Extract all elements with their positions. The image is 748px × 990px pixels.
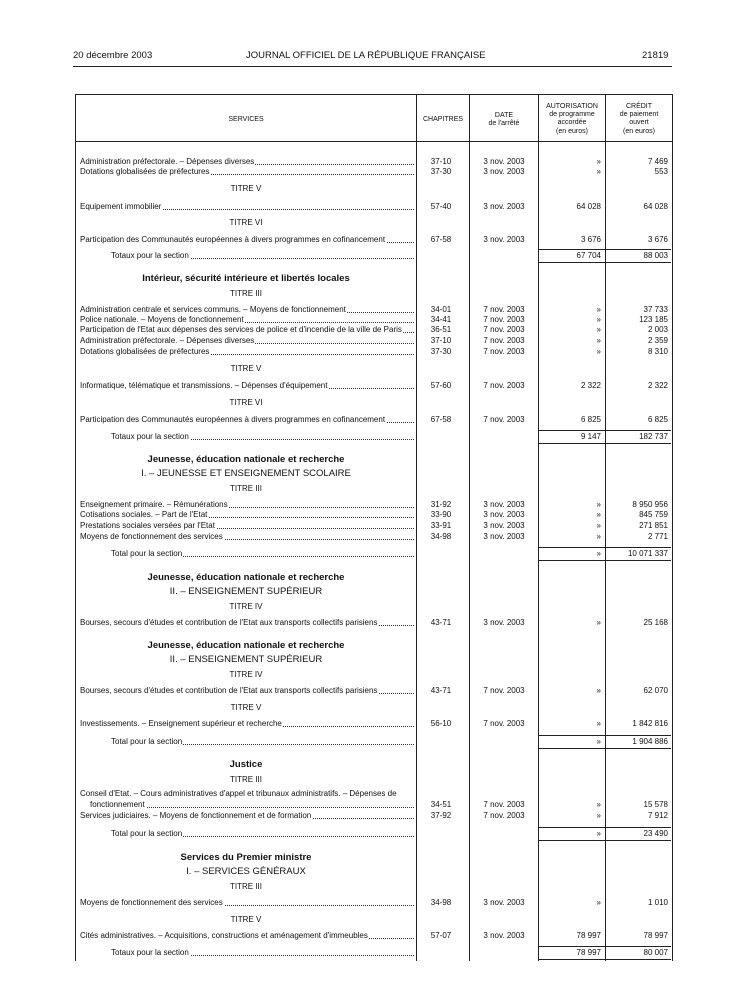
header-rule	[73, 66, 672, 67]
header-separator	[76, 141, 672, 142]
section-heading: Services du Premier ministre	[180, 852, 312, 863]
table-row: Moyens de fonctionnement des services 34-98 3 nov. 2003 » 1 010	[80, 898, 668, 907]
titre-heading: TITRE V	[230, 364, 262, 373]
table-row: Participation des Communautés européennes à divers programmes en cofinancement 67-58 3 nov. 2003 3 676 3 676	[80, 235, 668, 244]
titre-heading: TITRE IV	[229, 602, 263, 611]
titre-heading: TITRE III	[230, 484, 262, 493]
header-journal-title: JOURNAL OFFICIEL DE LA RÉPUBLIQUE FRANÇAISE	[246, 50, 486, 61]
total-row: Totaux pour la section 67 704 88 003	[111, 251, 668, 260]
row-label-line: Conseil d'Etat. – Cours administratives d'appel et tribunaux administratifs. – Dépenses de	[80, 789, 397, 798]
credits-table	[75, 94, 673, 961]
section-subheading: I. – SERVICES GÉNÉRAUX	[186, 866, 306, 877]
section-heading: Intérieur, sécurité intérieure et libertés locales	[142, 273, 350, 284]
table-row: Enseignement primaire. – Rémunérations 31-92 3 nov. 2003 » 8 950 956	[80, 500, 668, 509]
table-row: Administration préfectorale. – Dépenses diverses 37-10 3 nov. 2003 » 7 469	[80, 157, 668, 166]
titre-heading: TITRE VI	[229, 218, 263, 227]
table-row: Bourses, secours d'études et contribution de l'Etat aux transports collectifs parisiens 43-71 7 nov. 2003 » 62 070	[80, 686, 668, 695]
col-header-services: SERVICES	[228, 116, 264, 123]
section-subheading: I. – JEUNESSE ET ENSEIGNEMENT SCOLAIRE	[141, 468, 351, 479]
table-row: Police nationale. – Moyens de fonctionnement 34-41 7 nov. 2003 » 123 185	[80, 315, 668, 324]
table-row: Cités administratives. – Acquisitions, constructions et aménagement d'immeubles 57-07 3 nov. 2003 78 997 78 997	[80, 931, 668, 940]
table-row: Equipement immobilier 57-40 3 nov. 2003 64 028 64 028	[80, 202, 668, 211]
titre-heading: TITRE V	[230, 915, 262, 924]
table-row: Informatique, télématique et transmissions. – Dépenses d'équipement 57-60 7 nov. 2003 2 322 2 322	[80, 381, 668, 390]
table-row: Moyens de fonctionnement des services 34-98 3 nov. 2003 » 2 771	[80, 532, 668, 541]
table-row: Prestations sociales versées par l'Etat 33-91 3 nov. 2003 » 271 851	[80, 521, 668, 530]
col-header-credit: CRÉDIT de paiement ouvert (en euros)	[619, 103, 659, 135]
total-row: Totaux pour la section 78 997 80 007	[111, 948, 668, 957]
titre-heading: TITRE III	[230, 775, 262, 784]
section-subheading: II. – ENSEIGNEMENT SUPÉRIEUR	[169, 654, 323, 665]
titre-heading: TITRE V	[230, 703, 262, 712]
table-row: Dotations globalisées de préfectures 37-30 7 nov. 2003 » 8 310	[80, 347, 668, 356]
table-row: Dotations globalisées de préfectures 37-30 3 nov. 2003 » 553	[80, 167, 668, 176]
total-row: Total pour la section » 1 904 886	[111, 737, 668, 746]
total-row: Total pour la section » 23 490	[111, 829, 668, 838]
table-row: Cotisations sociales. – Part de l'Etat 33-90 3 nov. 2003 » 845 759	[80, 510, 668, 519]
table-row: Services judiciaires. – Moyens de fonctionnement et de formation 37-92 7 nov. 2003 » 7 912	[80, 811, 668, 820]
titre-heading: TITRE III	[230, 289, 262, 298]
section-heading: Justice	[229, 759, 263, 770]
section-heading: Jeunesse, éducation nationale et recherche	[147, 572, 345, 583]
table-row: Bourses, secours d'études et contribution de l'Etat aux transports collectifs parisiens 43-71 3 nov. 2003 » 25 168	[80, 618, 668, 627]
table-row: Investissements. – Enseignement supérieur et recherche 56-10 7 nov. 2003 » 1 842 816	[80, 719, 668, 728]
total-row: Totaux pour la section 9 147 182 737	[111, 432, 668, 441]
titre-heading: TITRE III	[230, 882, 262, 891]
titre-heading: TITRE VI	[229, 398, 263, 407]
col-header-chapitres: CHAPITRES	[422, 116, 464, 123]
titre-heading: TITRE IV	[229, 670, 263, 679]
header-date: 20 décembre 2003	[73, 50, 153, 61]
col-header-autorisation: AUTORISATION de programme accordée (en euros)	[546, 103, 598, 135]
total-row: Total pour la section » 10 071 337	[111, 549, 668, 558]
section-heading: Jeunesse, éducation nationale et recherche	[147, 454, 345, 465]
table-row: Participation de l'Etat aux dépenses des services de police et d'incendie de la ville de Paris 36-51 7 nov. 2003 » 2 003	[80, 325, 668, 334]
titre-heading: TITRE V	[230, 184, 262, 193]
col-header-date: DATE de l'arrêté	[488, 112, 520, 128]
table-row: Administration centrale et services communs. – Moyens de fonctionnement 34-01 7 nov. 2003 » 37 733	[80, 305, 668, 314]
table-row: fonctionnement 34-51 7 nov. 2003 » 15 578	[90, 800, 668, 809]
section-subheading: II. – ENSEIGNEMENT SUPÉRIEUR	[169, 586, 323, 597]
table-row: Participation des Communautés européennes à divers programmes en cofinancement 67-58 7 nov. 2003 6 825 6 825	[80, 415, 668, 424]
section-heading: Jeunesse, éducation nationale et recherche	[147, 640, 345, 651]
header-page-number: 21819	[642, 50, 669, 61]
table-row: Administration préfectorale. – Dépenses diverses 37-10 7 nov. 2003 » 2 359	[80, 336, 668, 345]
